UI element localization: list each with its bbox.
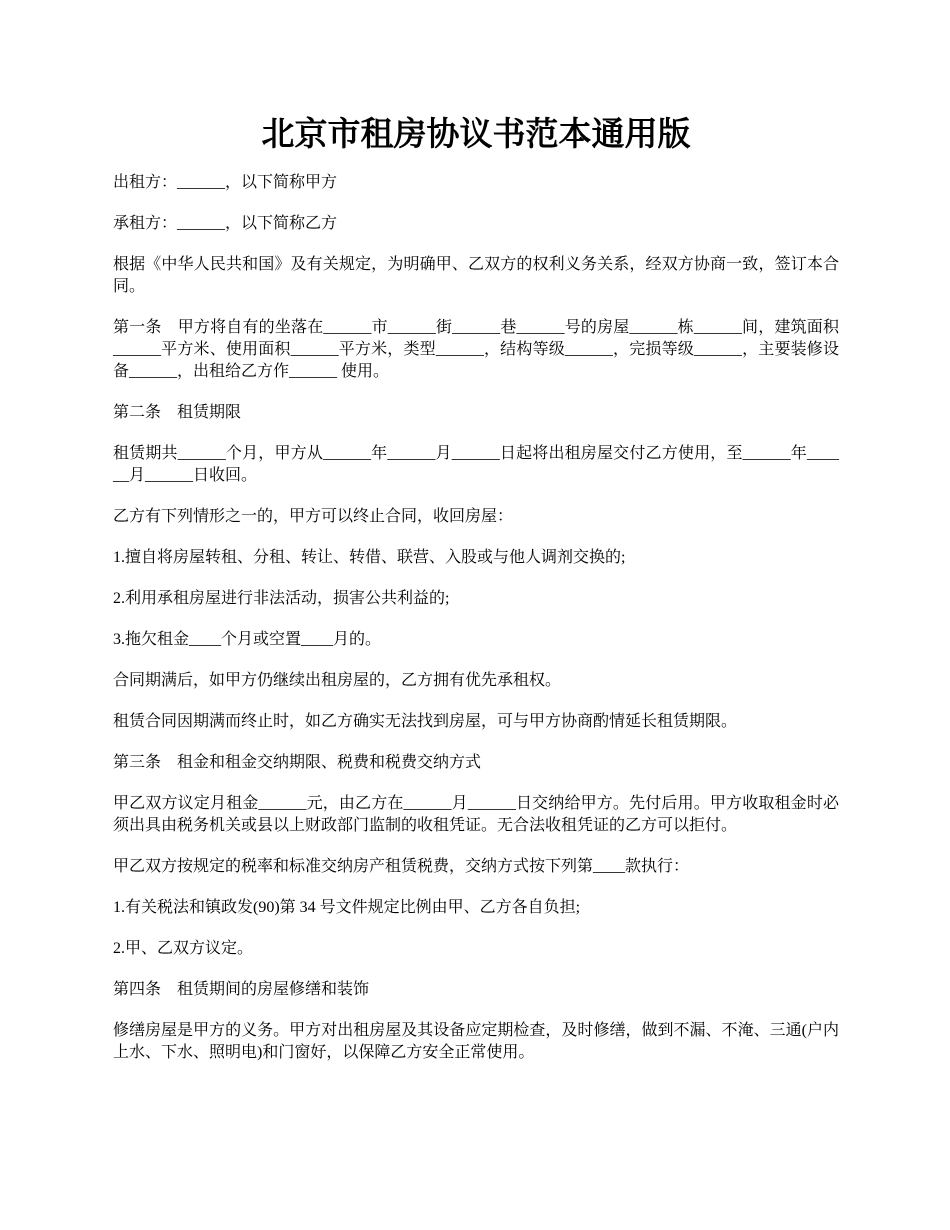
paragraph-lessee: 承租方：______，以下简称乙方 (113, 215, 338, 232)
list-item-termination-2: 2.利用承租房屋进行非法活动，损害公共利益的; (113, 590, 450, 607)
document-title: 北京市租房协议书范本通用版 (261, 114, 691, 153)
paragraph-termination-intro: 乙方有下列情形之一的，甲方可以终止合同，收回房屋： (113, 508, 514, 525)
paragraph-rent: 甲乙双方议定月租金______元，由乙方在______月______日交纳给甲方。先付后用。甲方收取租金时必须出具由税务机关或县以上财政部门监制的收租凭证。无合法收租凭证的乙方可以拒付。 (113, 795, 839, 834)
paragraph-article-1: 第一条 甲方将自有的坐落在______市______街______巷______号的房屋______栋______间，建筑面积______平方米、使用面积______平方米，类型______，结构等级______，完损等级______，主要装修设备______，出租给乙方作______ 使用。 (113, 319, 839, 380)
paragraph-priority-right: 合同期满后，如甲方仍继续出租房屋的，乙方拥有优先承租权。 (113, 672, 562, 689)
paragraph-preamble: 根据《中华人民共和国》及有关规定，为明确甲、乙双方的权利义务关系，经双方协商一致，签订本合同。 (113, 256, 839, 295)
document-page (113, 112, 839, 1083)
list-item-termination-1: 1.擅自将房屋转租、分租、转让、转借、联营、入股或与他人调剂交换的; (113, 549, 626, 566)
paragraph-tax: 甲乙双方按规定的税率和标准交纳房产租赁税费，交纳方式按下列第____款执行： (113, 858, 690, 875)
list-item-tax-1: 1.有关税法和镇政发(90)第 34 号文件规定比例由甲、乙方各自负担; (113, 899, 581, 916)
paragraph-repairs: 修缮房屋是甲方的义务。甲方对出租房屋及其设备应定期检查，及时修缮，做到不漏、不淹、三通(户内上水、下水、照明电)和门窗好，以保障乙方安全正常使用。 (113, 1022, 839, 1061)
paragraph-lease-term: 租赁期共______个月，甲方从______年______月______日起将出租房屋交付乙方使用，至______年______月______日收回。 (113, 445, 839, 484)
heading-article-4: 第四条 租赁期间的房屋修缮和装饰 (113, 981, 370, 998)
list-item-termination-3: 3.拖欠租金____个月或空置____月的。 (113, 631, 382, 648)
list-item-tax-2: 2.甲、乙双方议定。 (113, 940, 254, 957)
paragraph-extension: 租赁合同因期满而终止时，如乙方确实无法找到房屋，可与甲方协商酌情延长租赁期限。 (113, 713, 738, 730)
paragraph-lessor: 出租方：______，以下简称甲方 (113, 174, 338, 191)
heading-article-2: 第二条 租赁期限 (113, 404, 242, 421)
heading-article-3: 第三条 租金和租金交纳期限、税费和税费交纳方式 (113, 754, 482, 771)
